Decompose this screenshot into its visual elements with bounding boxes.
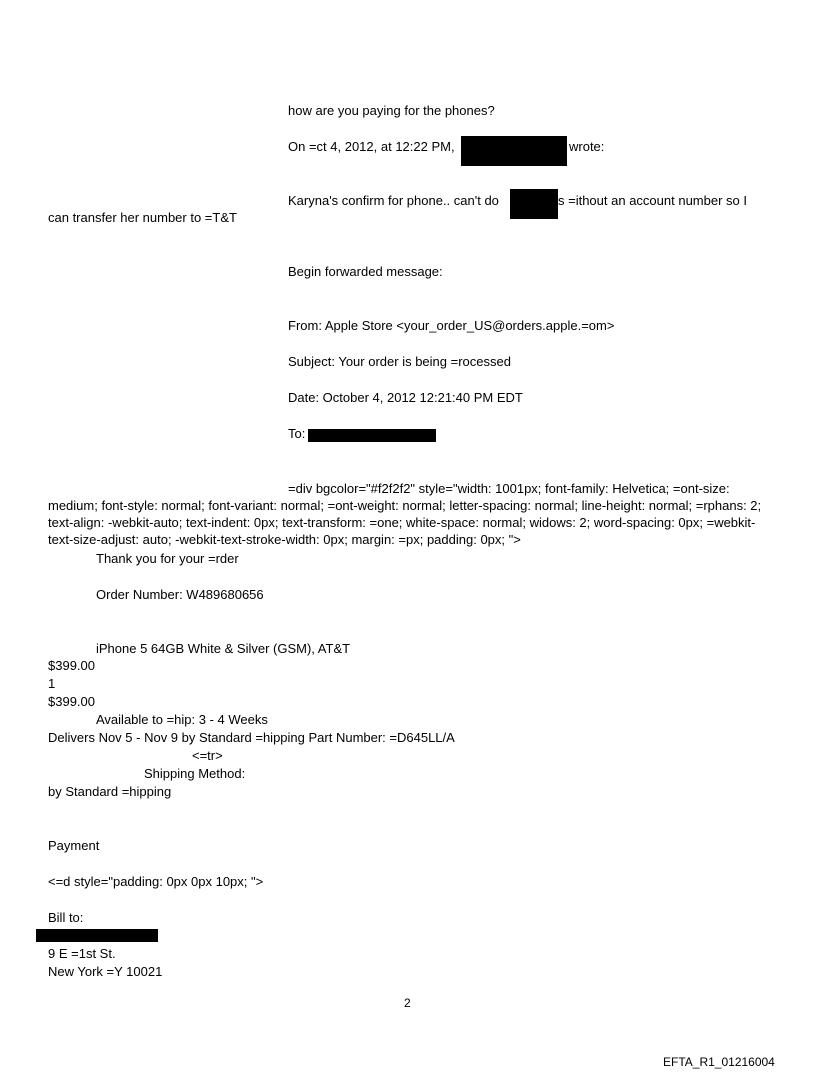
item-price: $399.00 — [48, 658, 95, 673]
address-line-2: New York =Y 10021 — [48, 964, 163, 979]
td-tag-line: <=d style="padding: 0px 0px 10px; "> — [48, 874, 264, 889]
redaction-sender — [461, 136, 567, 166]
html-dump-text: =div bgcolor="#f2f2f2" style="width: 1001px; font-family: Helvetica; =ont-size: medium; font-style: normal; font-variant: normal; =ont-weight: normal; letter-spacing: normal; line-height: normal; =rphans: 2; text-align: -webkit-auto; text-indent: 0px; text-transform: =one; white-space: normal; widows: 2; word-spacing: 0px; =webkit-text-size-adjust: auto; -webkit-text-stroke-width: 0px; margin: =px; padding: 0px; "> — [48, 481, 762, 547]
subject-line: Subject: Your order is being =rocessed — [288, 354, 511, 369]
date-line: Date: October 4, 2012 12:21:40 PM EDT — [288, 390, 523, 405]
forwarded-heading: Begin forwarded message: — [288, 264, 443, 279]
shipping-method-label: Shipping Method: — [144, 766, 246, 781]
item-name: iPhone 5 64GB White & Silver (GSM), AT&T — [96, 641, 351, 656]
bates-number: EFTA_R1_01216004 — [663, 1055, 775, 1069]
question-line: how are you paying for the phones? — [288, 103, 495, 118]
order-number: Order Number: W489680656 — [96, 587, 264, 602]
redaction-recipient — [308, 429, 436, 442]
from-line: From: Apple Store <your_order_US@orders.apple.=om> — [288, 318, 615, 333]
thank-you-line: Thank you for your =rder — [96, 551, 239, 566]
redaction-name — [36, 929, 158, 942]
to-label: To: — [288, 426, 306, 441]
quote-header-prefix: On =ct 4, 2012, at 12:22 PM, — [288, 139, 455, 154]
delivery-line: Delivers Nov 5 - Nov 9 by Standard =hipping Part Number: =D645LL/A — [48, 730, 455, 745]
item-total: $399.00 — [48, 694, 95, 709]
karyna-line-suffix: s =ithout an account number so I — [558, 193, 747, 208]
shipping-method-value: by Standard =hipping — [48, 784, 172, 799]
karyna-line-2: can transfer her number to =T&T — [48, 210, 237, 225]
redaction-carrier — [510, 189, 558, 219]
item-quantity: 1 — [48, 676, 56, 691]
payment-heading: Payment — [48, 838, 100, 853]
availability-line: Available to =hip: 3 - 4 Weeks — [96, 712, 268, 727]
page-number: 2 — [404, 996, 411, 1010]
address-line-1: 9 E =1st St. — [48, 946, 116, 961]
tr-tag-line: <=tr> — [192, 748, 223, 763]
quote-header-suffix: wrote: — [569, 139, 605, 154]
karyna-line-prefix: Karyna's confirm for phone.. can't do — [288, 193, 499, 208]
bill-to-label: Bill to: — [48, 910, 84, 925]
